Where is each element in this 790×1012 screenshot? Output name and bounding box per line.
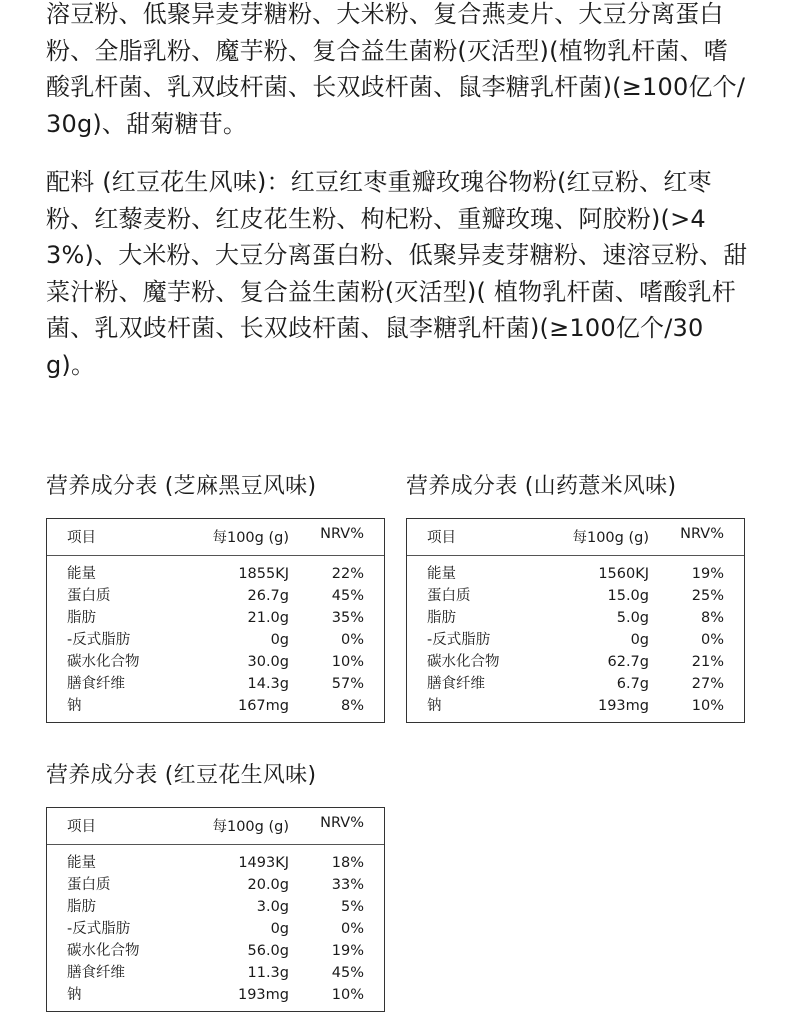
row-nrv: 57% <box>331 676 364 692</box>
row-name: 能量 <box>427 566 456 582</box>
row-value: 20.0g <box>247 877 289 893</box>
table-row <box>47 984 384 1006</box>
table-row <box>407 607 744 629</box>
header-nrv: NRV% <box>680 526 724 542</box>
ingredients-paragraph-red-bean: 配料 (红豆花生风味)：红豆红枣重瓣玫瑰谷物粉(红豆粉、红枣粉、红藜麦粉、红皮花生粉、枸杞粉、重瓣玫瑰、阿胶粉)(>43%)、大米粉、大豆分离蛋白粉、低聚异麦芽糖粉、速溶豆粉、甜菜汁粉、魔芋粉、复合益生菌粉(灭活型)( 植物乳杆菌、嗜酸乳杆菌、乳双歧杆菌、长双歧杆菌、鼠李糖乳杆菌)(≥100亿个/30g)。 <box>46 168 748 379</box>
table-row <box>407 629 744 651</box>
table-row <box>47 585 384 607</box>
row-name: 脂肪 <box>427 610 456 626</box>
row-name: 蛋白质 <box>427 588 471 604</box>
header-item: 项目 <box>427 530 456 546</box>
row-nrv: 25% <box>691 588 724 604</box>
row-nrv: 8% <box>340 698 364 714</box>
row-name: 蛋白质 <box>67 588 111 604</box>
row-name: 碳水化合物 <box>67 943 140 959</box>
table-row <box>47 874 384 896</box>
header-nrv: NRV% <box>320 815 364 831</box>
header-nrv: NRV% <box>320 526 364 542</box>
table-row <box>47 607 384 629</box>
row-nrv: 45% <box>331 965 364 981</box>
table-row <box>47 673 384 695</box>
row-value: 30.0g <box>247 654 289 670</box>
nutrition-panel-red-bean-peanut <box>46 761 364 1003</box>
row-value: 0g <box>630 632 649 648</box>
table-row <box>47 918 384 940</box>
header-per-100g: 每100g (g) <box>212 530 289 546</box>
row-value: 5.0g <box>616 610 649 626</box>
row-nrv: 33% <box>331 877 364 893</box>
row-nrv: 21% <box>691 654 724 670</box>
table-row <box>47 563 384 585</box>
row-value: 1493KJ <box>238 855 289 871</box>
row-name: -反式脂肪 <box>67 632 131 648</box>
table-row <box>407 695 744 717</box>
row-name: 蛋白质 <box>67 877 111 893</box>
table-row <box>407 585 744 607</box>
nutrition-table <box>406 518 745 723</box>
header-item: 项目 <box>67 819 96 835</box>
table-row <box>47 629 384 651</box>
row-value: 167mg <box>237 698 289 714</box>
row-nrv: 10% <box>331 987 364 1003</box>
table-row <box>407 673 744 695</box>
row-value: 15.0g <box>607 588 649 604</box>
row-value: 56.0g <box>247 943 289 959</box>
table-row <box>407 563 744 585</box>
table-header <box>407 519 744 556</box>
nutrition-table <box>46 807 385 1012</box>
row-nrv: 0% <box>340 632 364 648</box>
nutrition-panel-yam-coix <box>406 472 724 714</box>
row-nrv: 35% <box>331 610 364 626</box>
row-name: 钠 <box>427 698 442 714</box>
row-name: 脂肪 <box>67 610 96 626</box>
row-nrv: 0% <box>340 921 364 937</box>
row-name: 碳水化合物 <box>67 654 140 670</box>
row-value: 14.3g <box>247 676 289 692</box>
row-value: 1560KJ <box>598 566 649 582</box>
row-nrv: 10% <box>331 654 364 670</box>
row-name: 膳食纤维 <box>427 676 485 692</box>
row-value: 0g <box>270 921 289 937</box>
table-row <box>47 940 384 962</box>
table-header <box>47 519 384 556</box>
header-per-100g: 每100g (g) <box>212 819 289 835</box>
row-nrv: 8% <box>700 610 724 626</box>
nutrition-table-title: 营养成分表 (红豆花生风味) <box>46 763 317 788</box>
row-nrv: 27% <box>691 676 724 692</box>
table-row <box>47 896 384 918</box>
header-per-100g: 每100g (g) <box>572 530 649 546</box>
row-name: 脂肪 <box>67 899 96 915</box>
row-name: 碳水化合物 <box>427 654 500 670</box>
header-item: 项目 <box>67 530 96 546</box>
row-nrv: 10% <box>691 698 724 714</box>
row-nrv: 19% <box>691 566 724 582</box>
row-name: 钠 <box>67 987 82 1003</box>
row-name: -反式脂肪 <box>67 921 131 937</box>
row-value: 26.7g <box>247 588 289 604</box>
table-row <box>47 651 384 673</box>
row-value: 0g <box>270 632 289 648</box>
row-value: 62.7g <box>607 654 649 670</box>
table-row <box>47 695 384 717</box>
row-name: 膳食纤维 <box>67 965 125 981</box>
table-row <box>47 852 384 874</box>
row-nrv: 19% <box>331 943 364 959</box>
nutrition-table-title: 营养成分表 (芝麻黑豆风味) <box>46 474 317 499</box>
row-name: 能量 <box>67 566 96 582</box>
table-row <box>47 962 384 984</box>
row-value: 193mg <box>597 698 649 714</box>
row-nrv: 0% <box>700 632 724 648</box>
row-name: 钠 <box>67 698 82 714</box>
nutrition-table-title: 营养成分表 (山药薏米风味) <box>406 474 677 499</box>
nutrition-table <box>46 518 385 723</box>
row-value: 3.0g <box>256 899 289 915</box>
row-value: 1855KJ <box>238 566 289 582</box>
row-nrv: 22% <box>331 566 364 582</box>
nutrition-panel-sesame-black-bean <box>46 472 364 714</box>
row-value: 6.7g <box>616 676 649 692</box>
ingredients-paragraph-1: 溶豆粉、低聚异麦芽糖粉、大米粉、复合燕麦片、大豆分离蛋白粉、全脂乳粉、魔芋粉、复合益生菌粉(灭活型)(植物乳杆菌、嗜酸乳杆菌、乳双歧杆菌、长双歧杆菌、鼠李糖乳杆菌)(≥100亿个/30g)、甜菊糖苷。 <box>46 0 746 138</box>
table-row <box>407 651 744 673</box>
table-header <box>47 808 384 845</box>
row-value: 11.3g <box>247 965 289 981</box>
row-name: 能量 <box>67 855 96 871</box>
row-nrv: 45% <box>331 588 364 604</box>
row-value: 21.0g <box>247 610 289 626</box>
row-nrv: 5% <box>340 899 364 915</box>
row-name: -反式脂肪 <box>427 632 491 648</box>
row-value: 193mg <box>237 987 289 1003</box>
row-name: 膳食纤维 <box>67 676 125 692</box>
row-nrv: 18% <box>331 855 364 871</box>
